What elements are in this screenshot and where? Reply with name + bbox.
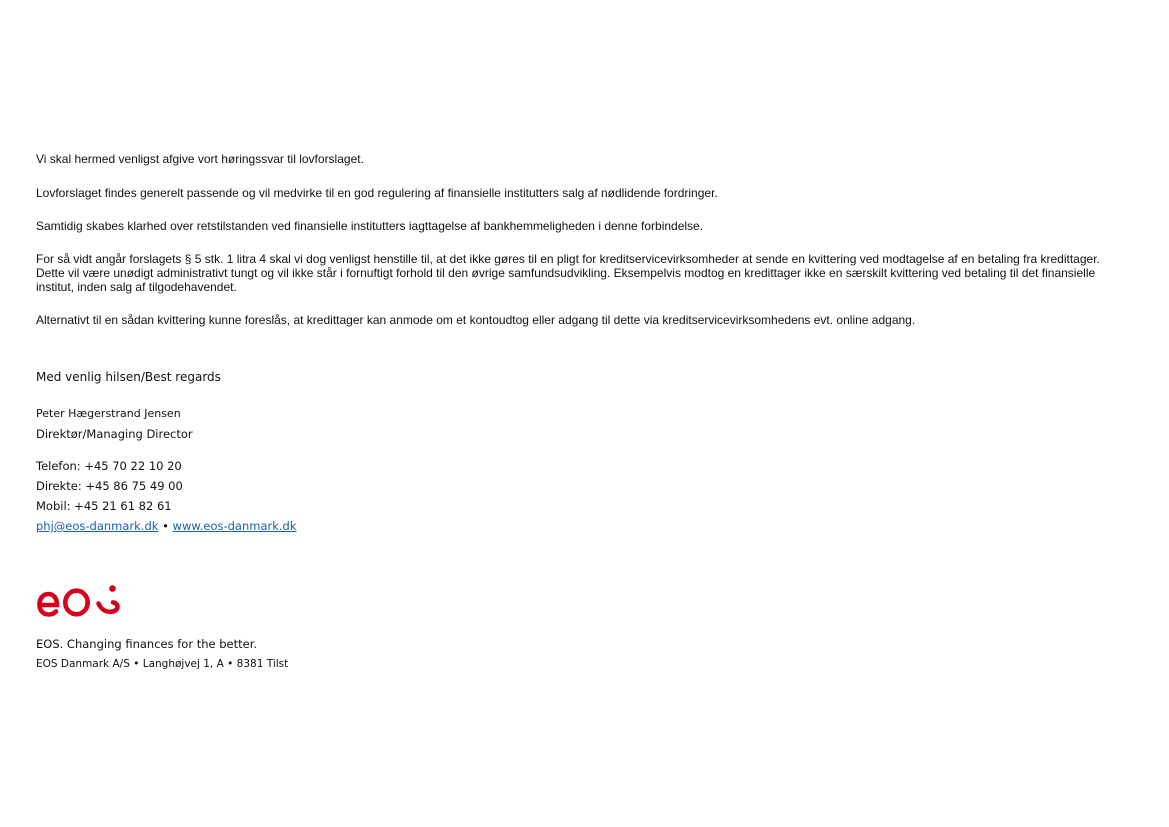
closing-greeting: Med venlig hilsen/Best regards xyxy=(36,370,221,384)
logo-letter-o xyxy=(65,591,87,615)
logo-letter-s xyxy=(99,602,118,611)
letter-body xyxy=(36,152,1136,327)
direct-number: Direkte: +45 86 75 49 00 xyxy=(36,479,183,493)
company-tagline: EOS. Changing finances for the better. xyxy=(36,637,258,651)
paragraph-clarity: Samtidig skabes klarhed over retstilstanden ved finansielle institutters iagttagelse af bankhemmeligheden i denne forbindelse. xyxy=(36,219,704,233)
email-signature xyxy=(36,369,636,536)
contact-links xyxy=(36,516,636,536)
sender-name: Peter Hægerstrand Jensen xyxy=(36,407,181,420)
paragraph-general-assessment: Lovforslaget findes generelt passende og vil medvirke til en god regulering af finansielle institutters salg af nødlidende fordringer. xyxy=(36,186,718,200)
sender-title: Direktør/Managing Director xyxy=(36,427,193,441)
logo-dot xyxy=(109,585,116,592)
paragraph-alternative: Alternativt til en sådan kvittering kunne foreslås, at kredittager kan anmode om et kontoudtog eller adgang til dette via kreditservicevirksomhedens evt. online adgang. xyxy=(36,313,916,327)
signature-spacer xyxy=(36,444,636,456)
phone-number: Telefon: +45 70 22 10 20 xyxy=(36,459,182,473)
paragraph-intro: Vi skal hermed venligst afgive vort høringssvar til lovforslaget. xyxy=(36,152,364,166)
company-address: EOS Danmark A/S • Langhøjvej 1, A • 8381 Tilst xyxy=(36,658,289,670)
eos-logo xyxy=(36,583,126,617)
paragraph-receipt-objection: For så vidt angår forslagets § 5 stk. 1 litra 4 skal vi dog venligst henstille til, at det ikke gøres til en pligt for kreditservicevirksomheder at sende en kvittering ved modtagelse af en betaling fra kredittager. Dette vil være unødigt administrativt tungt og vil ikke står i fornuftigt forhold til den øvrige samfundsudvikling. Eksempelvis modtog en kredittager ikke en særskilt kvittering ved betaling til det finansielle institut, inden salg af tilgodehavendet. xyxy=(36,252,1100,294)
logo-letter-e xyxy=(40,594,58,615)
website-link[interactable]: www.eos-danmark.dk xyxy=(172,519,297,533)
email-link[interactable]: phj@eos-danmark.dk xyxy=(36,519,159,533)
mobile-number: Mobil: +45 21 61 82 61 xyxy=(36,499,172,513)
link-separator: • xyxy=(162,519,169,533)
